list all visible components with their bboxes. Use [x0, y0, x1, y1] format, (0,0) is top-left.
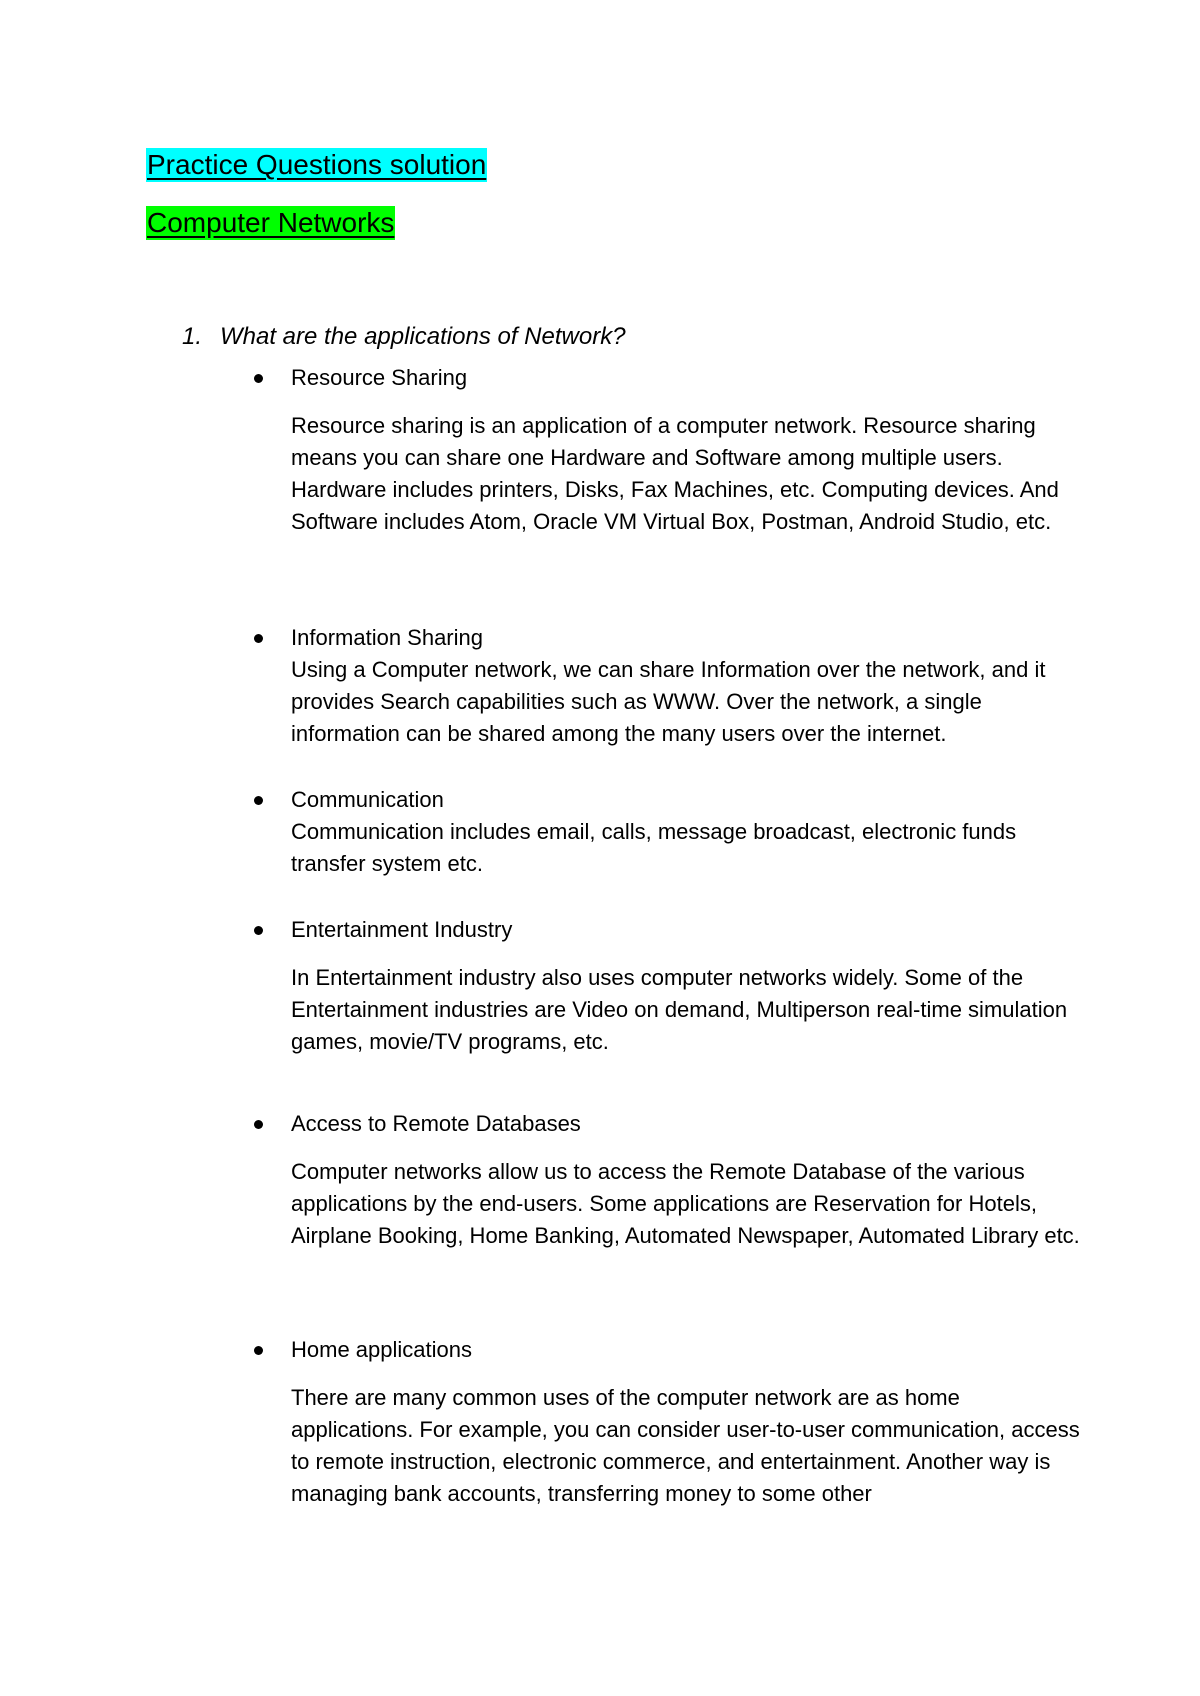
question-text: What are the applications of Network?	[220, 323, 626, 350]
item-body: Using a Computer network, we can share Information over the network, and it provides Search capabilities such as WWW. Over the network, a single information can be shared among the many users over the internet.	[291, 657, 1046, 746]
item-title: Communication	[291, 787, 444, 812]
item-title: Home applications	[291, 1337, 472, 1362]
bullet-icon	[254, 796, 263, 805]
page-title-highlight: Practice Questions solution	[147, 149, 487, 180]
item-body: Resource sharing is an application of a computer network. Resource sharing means you can share one Hardware and Software among multiple users. Hardware includes printers, Disks, Fax Machines, etc. Computing devices. And Software includes Atom, Oracle VM Virtual Box, Postman, Android Studio, etc.	[291, 413, 1059, 534]
item-title: Entertainment Industry	[291, 917, 513, 942]
item-title: Resource Sharing	[291, 365, 468, 390]
item-title: Information Sharing	[291, 625, 483, 650]
question-number: 1.	[182, 323, 203, 350]
item-body: In Entertainment industry also uses computer networks widely. Some of the Entertainment industries are Video on demand, Multiperson real-time simulation games, movie/TV programs, etc.	[291, 965, 1068, 1054]
bullet-icon	[254, 926, 263, 935]
bullet-icon	[254, 634, 263, 643]
bullet-icon	[254, 374, 263, 383]
item-body: Computer networks allow us to access the Remote Database of the various applications by the end-users. Some applications are Reservation for Hotels, Airplane Booking, Home Banking, Automated Newspaper, Automated Library etc.	[291, 1159, 1080, 1248]
question-1	[182, 322, 626, 352]
item-title: Access to Remote Databases	[291, 1111, 581, 1136]
item-body: There are many common uses of the computer network are as home applications. For example, you can consider user-to-user communication, access to remote instruction, electronic commerce, and entertainment. Another way is managing bank accounts, transferring money to some other	[291, 1385, 1080, 1506]
subject-title-highlight: Computer Networks	[147, 207, 395, 238]
bullet-icon	[254, 1346, 263, 1355]
item-body: Communication includes email, calls, message broadcast, electronic funds transfer system etc.	[291, 819, 1017, 876]
bullet-icon	[254, 1120, 263, 1129]
